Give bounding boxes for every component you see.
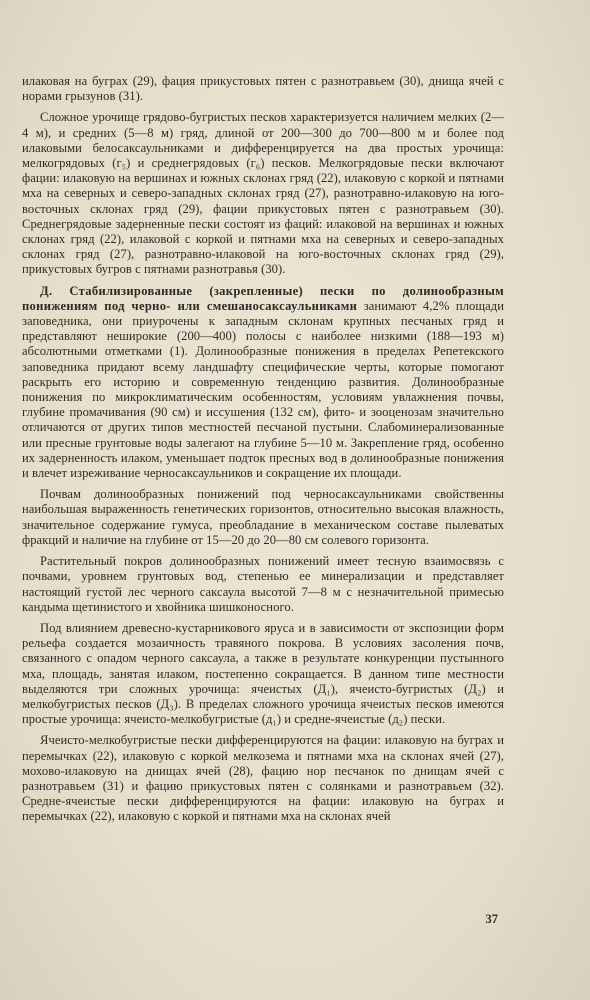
page-number: 37 xyxy=(485,912,498,926)
paragraph: Ячеисто-мелкобугристые пески дифференцируются на фации: илаковую на буграх и перемычках (22), илаковую с коркой мелкозема и пятнами мха на склонах ячей (27), мохово-илаковую на днищах ячей (28), фацию нор песчанок по днищам ячей с разнотравьем (31) и фацию прикустовых пятен с солянками и разнотравьем (32). Средне-ячеистые пески дифференцируются на фации: илаковую на буграх и перемычках (22), илаковую с коркой и пятнами мха на склонах ячей xyxy=(22,733,504,824)
body-text xyxy=(22,74,504,831)
paragraph-text: занимают 4,2% площади заповедника, они приурочены к западным склонам крупных песчаных гряд и представляют неширокие (200—400) полосы с наиболее низкими (188—193 м) абсолютными отметками (1). Долинообразные понижения в пределах Репетекского заповедника придают всему ландшафту специфические черты, которые помогают раскрыть его историю и современную тенденцию развития. Долинообразные понижения по микроклиматическим особенностям, условиям увлажнения почвы, глубине промачивания (90 см) и иссушения (132 см), фито- и зооценозам значительно отличаются от других типов местностей песчаной пустыни. Слабоминерализованные или пресные грунтовые воды залегают на глубине 5—10 м. Закрепление гряд, особенно их задерненность илаком, уменьшает подток пресных вод в долинообразные понижения и влечет изреживание черносаксаульников и сокращение их площади. xyxy=(22,298,505,481)
paragraph: илаковая на буграх (29), фация прикустовых пятен с разнотравьем (30), днища ячей с норами грызунов (31). xyxy=(22,74,504,104)
paragraph xyxy=(22,284,504,482)
paragraph: Растительный покров долинообразных понижений имеет тесную взаимосвязь с почвами, уровнем грунтовых вод, степенью ее минерализации и представляет настоящий густой лес черного саксаула высотой 7—8 м с незначительной примесью кандыма щетинистого и хвойника шишконосного. xyxy=(22,554,504,614)
section-heading: Д. Стабилизированные (закрепленные) пески по долинообразным понижениям под черно- или смешаносаксаульниками xyxy=(22,283,504,313)
paragraph: Почвам долинообразных понижений под черносаксаульниками свойственны наибольшая выраженность генетических горизонтов, относительно высокая влажность, значительное содержание гумуса, преобладание в механическом составе пылеватых фракций и наличие на глубине от 15—20 до 20—80 см солевого горизонта. xyxy=(22,487,504,547)
paragraph: Под влиянием древесно-кустарникового яруса и в зависимости от экспозиции форм рельефа создается мозаичность травяного покрова. В условиях засоления почв, связанного с опадом черного саксаула, а также в результате конкуренции пустынного мха, площадь, занятая илаком, постепенно сокращается. В данном типе местности выделяются три сложных урочища: ячеистых (Д₁), ячеисто-бугристых (Д₂) и мелкобугристых песков (Д₃). В пределах сложного урочища ячеистых песков имеются простые урочища: ячеисто-мелкобугристые (д₁) и средне-ячеистые (д₂) пески. xyxy=(22,620,504,727)
paragraph: Сложное урочище грядово-бугристых песков характеризуется наличием мелких (2—4 м), и средних (5—8 м) гряд, длиной от 200—300 до 700—800 м и более под илаковыми белосаксаульниками и дифференцируется на два простых урочища: мелкогрядовых (г₅) и среднегрядовых (г₆) песков. Мелкогрядовые пески включают фации: илаковую на вершинах и южных склонах гряд (22), илаковую с коркой и пятнами мха на северных и северо-западных склонах гряд (27), разнотравно-илаковую на юго-восточных склонах гряд (29), фации прикустовых пятен с разнотравьем (30). Среднегрядовые задерненные пески состоят из фаций: илаковой на вершинах и южных склонах гряд (22), илаковой с коркой и пятнами мха на северных и северо-западных склонах гряд (27), разнотравно-илаковой на юго-восточных склонах гряд (29), прикустовых бугров с пятнами разнотравья (30). xyxy=(22,110,504,277)
